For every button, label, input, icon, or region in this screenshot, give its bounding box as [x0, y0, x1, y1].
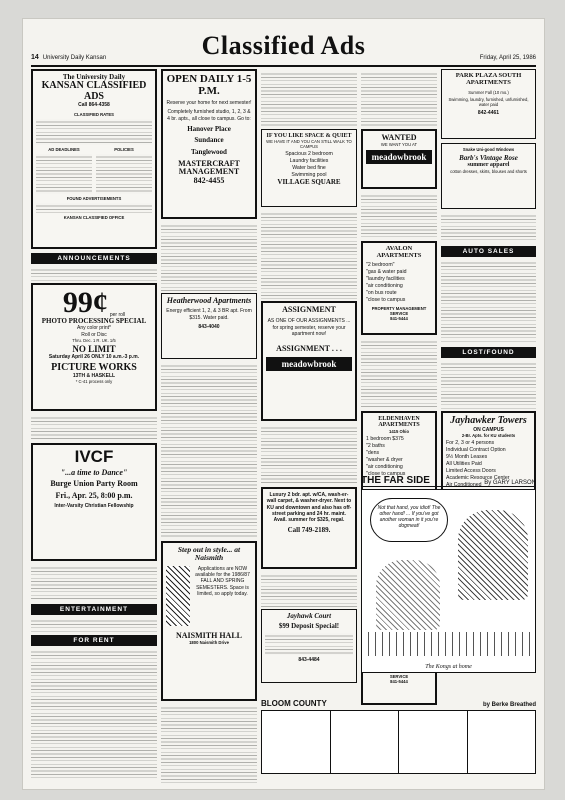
- farside-speech-bubble: Not that hand, you idiot! The other hand! ... If you've got another woman in it you're dogmeat!: [370, 498, 448, 542]
- village-item: Swimming pool: [291, 172, 327, 179]
- village-item: Laundry facilities: [289, 158, 329, 165]
- avalon-items: [366, 262, 432, 304]
- eldenhaven-item: "dens: [366, 449, 380, 456]
- assignment-logo: meadowbrook: [266, 357, 352, 371]
- eldenhaven-item: "washer & dryer: [366, 456, 403, 463]
- eldenhaven-item: "2 baths: [366, 442, 385, 449]
- rent-listings-2b: [161, 363, 257, 539]
- auto-sales-listings: [441, 260, 536, 344]
- rent-listings-3a: [261, 71, 357, 127]
- avalon-item: "gas & water paid: [366, 268, 407, 275]
- snake-head: Snake Uni-good Windows: [462, 147, 515, 152]
- page-number: 14: [31, 54, 39, 61]
- naismith-body: Applications are NOW available for the 1986/87 FALL AND SPRING SEMESTERS. Space is limited, so apply today.: [195, 565, 250, 597]
- village-item: Spacious 2 bedroom: [285, 151, 333, 158]
- vintage-rose-ad: [441, 143, 536, 209]
- avalon-item: "close to campus: [366, 296, 406, 303]
- luxury-text: Luxury 2 bdr. apt. w/CA, wash-er-wall carpet, & washer-dryer. Next to KU and downtown and also has off-street parking and 24 hr. maint. Avail. summer for $325, regal.: [266, 492, 352, 523]
- wanted-logo: meadowbrook: [366, 150, 432, 164]
- bloom-panel: [331, 711, 400, 773]
- oldmill-phone: 841-5444: [390, 678, 408, 684]
- farside-drawing: [361, 489, 536, 673]
- naismith-name: NAISMITH HALL: [175, 630, 242, 640]
- bloom-panel: [262, 711, 331, 773]
- open-place-3: Tanglewood: [191, 147, 227, 156]
- avalon-item: "air conditioning: [366, 282, 403, 289]
- avalon-brand: PROPERTY MANAGEMENT SERVICE: [371, 305, 427, 316]
- deposit-phone: 843-4484: [298, 656, 320, 663]
- rent-listings-3d: [261, 573, 357, 607]
- vintage-sub: summer apparel: [467, 162, 510, 169]
- far-side-comic: [361, 475, 536, 687]
- deposit-details: [265, 633, 353, 655]
- parkplaza-name: PARK PLAZA SOUTH APARTMENTS: [455, 72, 522, 86]
- avalon-item: "on bus route: [366, 289, 397, 296]
- section-for-rent: FOR RENT: [31, 635, 157, 646]
- bloom-county-comic: [261, 699, 536, 783]
- farside-title: THE FAR SIDE: [361, 475, 430, 486]
- section-lost-found: LOST/FOUND: [441, 347, 536, 358]
- village-square-ad: [261, 129, 357, 207]
- udk-subtitle: KANSAN CLASSIFIED ADS: [41, 80, 147, 102]
- open-place-1: Hanover Place: [187, 124, 231, 133]
- photo-address: 13TH & HASKELL: [72, 373, 116, 380]
- bloom-panel: [399, 711, 468, 773]
- column-3: [261, 69, 357, 783]
- announcement-listings: [31, 415, 157, 441]
- photo-note: * C-41 process only: [75, 379, 113, 385]
- photo-sub1: Any color print*: [77, 325, 111, 332]
- ivcf-when: Fri., Apr. 25, 8:00 p.m.: [55, 490, 133, 500]
- udk-title: The University Daily: [62, 73, 126, 81]
- kong-figure: [458, 510, 528, 600]
- jayhawker-item: 9½ Month Leases: [446, 453, 488, 460]
- vintage-sub2: cotton dresses, skirts, blouses and shorts: [450, 168, 527, 174]
- udk-phone: Call 864-4358: [78, 102, 110, 109]
- village-item: Water bed fine: [292, 165, 326, 172]
- jayhawker-on-campus: ON CAMPUS: [473, 426, 504, 433]
- oldmill-brand: SERVICE: [389, 673, 409, 679]
- bloom-byline: by Berke Breathed: [482, 702, 536, 708]
- entertainment-preface: [31, 565, 157, 601]
- open-line2: Completely furnished studio, 1, 2, 3 & 4 br. apts., all close to campus. Go to:: [167, 109, 251, 122]
- eldenhaven-address: 1415 Ohio: [388, 428, 409, 434]
- photo-per-roll: per roll: [109, 311, 126, 318]
- jayhawker-item: Academic Resource Center: [446, 474, 510, 481]
- newspaper-page: [22, 18, 545, 790]
- rent-listings-3c: [261, 425, 357, 485]
- wanted-ad: [361, 129, 437, 189]
- jayhawker-title: Jayhawker Towers: [450, 415, 527, 426]
- farside-caption: The Kongs at home: [425, 664, 472, 670]
- found-heading: FOUND ADVERTISEMENTS: [66, 195, 122, 201]
- open-line1: Reserve your home for next semester!: [166, 100, 252, 107]
- eldenhaven-item: "air conditioning: [366, 463, 403, 470]
- deposit-special-ad: [261, 609, 357, 683]
- village-items: [265, 151, 353, 179]
- open-title: OPEN DAILY 1-5 P.M.: [166, 73, 252, 97]
- rent-listings-3b: [261, 211, 357, 299]
- parkplaza-line1: Summer Fall (10 mo.): [468, 89, 509, 95]
- village-title: IF YOU LIKE SPACE & QUIET: [266, 133, 352, 139]
- photo-time: Saturday April 26 ONLY 10 a.m.-3 p.m.: [48, 354, 140, 361]
- naismith-title: Step out in style... at Naismith: [177, 545, 241, 562]
- section-auto-sales: AUTO SALES: [441, 246, 536, 257]
- kong-wife-figure: [376, 560, 440, 630]
- assignment-sign: ASSIGNMENT . . .: [276, 344, 342, 354]
- jayhawker-sub: 2-Br. Apts. for KU students: [461, 432, 516, 438]
- found-text: [36, 203, 152, 213]
- bloom-panel: [468, 711, 536, 773]
- avalon-item: "2 bedroom": [366, 261, 395, 268]
- column-2: [161, 69, 257, 783]
- naismith-address: 1800 Naismith Drive: [189, 640, 229, 646]
- for-rent-listings: [31, 649, 157, 779]
- deadlines-text: [36, 154, 92, 194]
- ivcf-quote: "...a time to Dance": [60, 467, 128, 477]
- bloom-panels: [261, 710, 536, 774]
- rent-listings-4b: [361, 193, 437, 239]
- ads-office: KANSAN CLASSIFIED OFFICE: [63, 214, 125, 220]
- heatherwood-title: Heatherwood Apartments: [166, 296, 252, 305]
- page-date: Friday, April 25, 1986: [479, 55, 536, 61]
- rent-listings-2c: [161, 705, 257, 783]
- heatherwood-ad: [161, 293, 257, 359]
- open-brand: MASTERCRAFT MANAGEMENT: [178, 158, 240, 177]
- deadlines-heading: AD DEADLINES: [48, 146, 80, 152]
- deposit-title: Jayhawk Court: [286, 612, 332, 620]
- photo-brand: PICTURE WORKS: [51, 361, 137, 373]
- village-brand: VILLAGE SQUARE: [277, 178, 341, 187]
- announcement-text: [31, 267, 157, 281]
- rent-listings-5a: [441, 213, 536, 243]
- jayhawker-item: For 2, 3 or 4 persons: [446, 439, 495, 446]
- page-title: Classified Ads: [201, 31, 366, 60]
- lost-found-listings: [441, 361, 536, 409]
- naismith-figure: [166, 566, 190, 626]
- parkplaza-phone: 842-4461: [477, 109, 500, 116]
- eldenhaven-item: "close to campus: [366, 470, 406, 477]
- open-place-2: Sundance: [194, 136, 224, 145]
- assignment-ad: [261, 301, 357, 421]
- jayhawker-item: Air Conditioned: [446, 481, 482, 488]
- luxury-apartment-ad: [261, 487, 357, 569]
- eldenhaven-item: 1 bedroom $375: [366, 435, 404, 442]
- assignment-body: AS ONE OF OUR ASSIGNMENTS ... for spring semester, reserve your apartment now!: [267, 318, 351, 337]
- village-line: WE HAVE IT AND YOU CAN STILL WALK TO CAMPUS: [266, 139, 352, 150]
- park-plaza-ad: [441, 69, 536, 139]
- wanted-title: WANTED: [381, 133, 417, 142]
- photo-sub2: Roll or Disc: [81, 331, 107, 338]
- ivcf-org: Inter-Varsity Christian Fellowship: [54, 503, 134, 510]
- farside-byline: By GARY LARSON: [484, 480, 536, 486]
- assignment-title: ASSIGNMENT: [282, 305, 336, 314]
- photo-price: 99¢: [62, 286, 108, 319]
- open-daily-ad: [161, 69, 257, 219]
- section-entertainment: ENTERTAINMENT: [31, 604, 157, 615]
- eldenhaven-items: [366, 436, 432, 478]
- photo-dates: Thru. Dec. 1 R. UK. 1/5: [72, 337, 116, 343]
- avalon-item: "laundry facilities: [366, 275, 405, 282]
- naismith-ad: [161, 541, 257, 701]
- udk-rates-box: [31, 69, 157, 249]
- jayhawker-item: Limited Access Doors: [446, 467, 496, 474]
- avalon-phone: 841-5444: [390, 315, 408, 321]
- section-announcements: ANNOUNCEMENTS: [31, 253, 157, 264]
- column-1: [31, 69, 157, 783]
- paper-name: University Daily Kansan: [42, 55, 107, 61]
- ivcf-logo: IVCF: [74, 447, 114, 466]
- eldenhaven-title: ELDENHAVEN APARTMENTS: [378, 416, 420, 429]
- rates-table: [36, 119, 152, 145]
- rent-listings-4c: [361, 339, 437, 409]
- wanted-line: WE WANT YOU AT: [380, 142, 418, 148]
- rent-listings-2a: [161, 223, 257, 291]
- avalon-title: AVALON APARTMENTS: [376, 245, 422, 259]
- heatherwood-phone: 843-4040: [198, 323, 220, 330]
- rent-listings-4a: [361, 71, 437, 127]
- entertainment-text: [31, 618, 157, 632]
- jayhawker-item: All Utilities Paid: [446, 460, 482, 467]
- ivcf-place: Burge Union Party Room: [50, 479, 138, 489]
- bloom-title: BLOOM COUNTY: [261, 699, 327, 708]
- photo-special-ad: [31, 283, 157, 411]
- avalon-ad: [361, 241, 437, 335]
- vintage-name: Barb's Vintage Rose: [459, 154, 518, 163]
- parkplaza-line2: Swimming, laundry, furnished, unfurnished, water paid: [448, 96, 529, 107]
- photo-title: PHOTO PROCESSING SPECIAL: [41, 317, 147, 325]
- deposit-special: $99 Deposit Special!: [278, 622, 340, 631]
- page-header: [31, 27, 536, 67]
- farside-floor: [362, 632, 535, 656]
- ivcf-dance-ad: [31, 443, 157, 561]
- luxury-phone: Call 749-2189.: [287, 526, 331, 535]
- policies-heading: POLICIES: [114, 146, 134, 152]
- rates-heading: CLASSIFIED RATES: [74, 111, 114, 117]
- policies-text: [96, 154, 152, 194]
- open-phone: 842-4455: [193, 175, 225, 185]
- photo-limit: NO LIMIT: [72, 343, 116, 354]
- heatherwood-line: Energy efficient 1, 2, & 3 BR apt. From $315. Water paid.: [166, 308, 252, 321]
- jayhawker-item: Individual Contract Option: [446, 446, 506, 453]
